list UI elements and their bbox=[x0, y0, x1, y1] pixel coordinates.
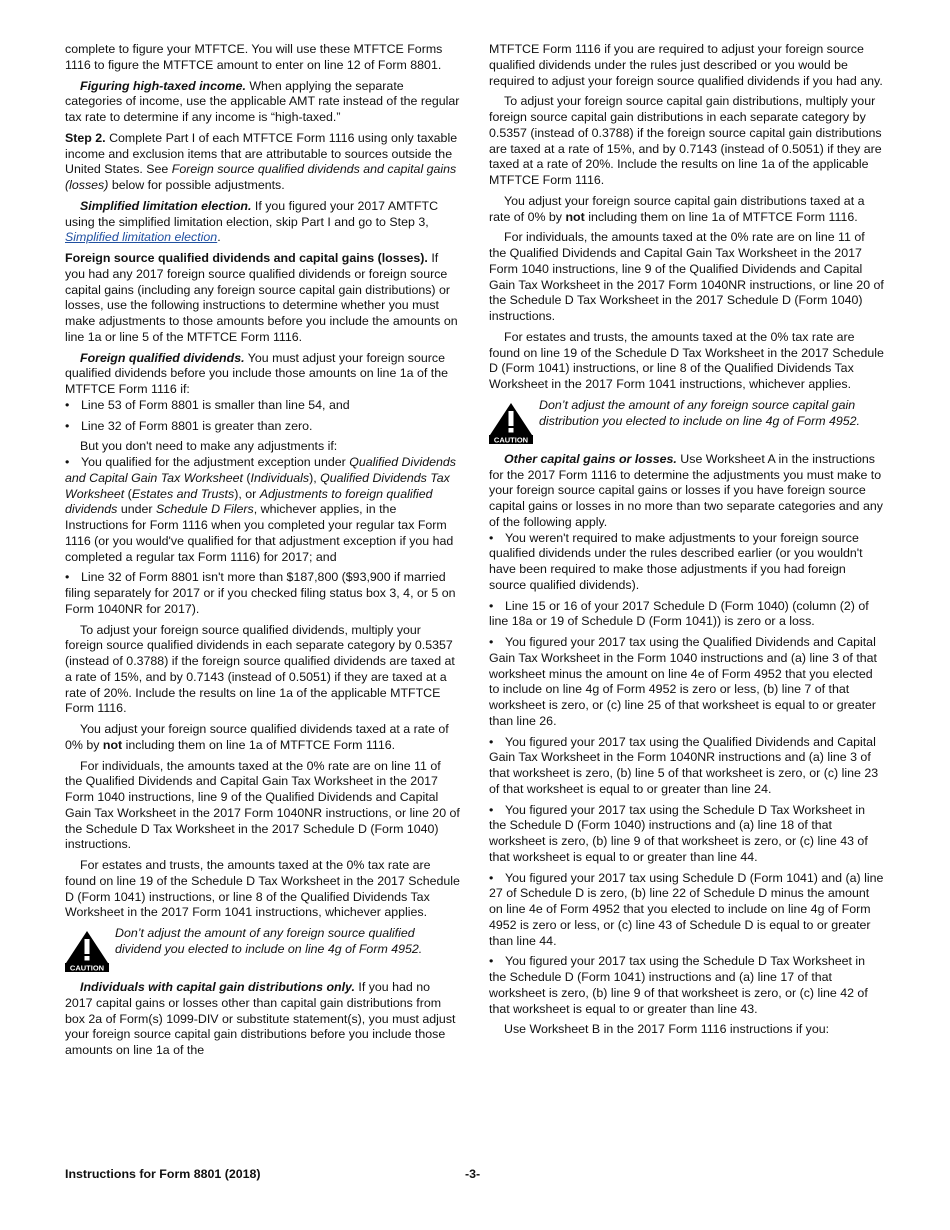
caution-icon bbox=[65, 930, 109, 972]
caution-icon bbox=[489, 402, 533, 444]
run-in-heading: Simplified limitation election. bbox=[80, 198, 252, 213]
section-heading: Foreign source qualified dividends and capital gains (losses). bbox=[65, 251, 428, 265]
caution-note bbox=[489, 398, 885, 444]
page-footer bbox=[65, 1167, 885, 1181]
svg-text:CAUTION: CAUTION bbox=[69, 963, 105, 972]
run-in-heading: Individuals with capital gain distributions only. bbox=[80, 980, 355, 994]
paragraph: Individuals with capital gain distributions only. If you had no 2017 capital gains or losses other than capital gain distributions from box 2a of Form(s) 1099-DIV or substitute statement(s), you must adjust your foreign source capital gain distributions before you include those amounts on line 1a of the bbox=[65, 980, 456, 1057]
paragraph: To adjust your foreign source qualified dividends, multiply your foreign source qualified dividends in each separate category by 0.5357 (instead of 0.3788) if the foreign source qualified dividends are taxed at a rate of 15%, and by 0.7143 (instead of 0.5051) if they are taxed at a rate of 20%. Include the results on line 1a of the applicable MTFTCE Form 1116. bbox=[65, 622, 455, 716]
right-column bbox=[489, 42, 885, 1043]
bullet-item: • Line 15 or 16 of your 2017 Schedule D (Form 1040) (column (2) of line 18a or 19 of Schedule D (Form 1041)) is zero or a loss. bbox=[489, 599, 885, 631]
paragraph: You adjust your foreign source qualified dividends taxed at a rate of 0% by not including them on line 1a of MTFTCE Form 1116. bbox=[65, 722, 449, 752]
paragraph: MTFTCE Form 1116 if you are required to adjust your foreign source qualified dividends under the rules just described or you would be required to adjust your foreign source qualified dividends if you had any. bbox=[489, 42, 883, 88]
caution-text: Don’t adjust the amount of any foreign source capital gain distribution you elected to include on line 4g of Form 4952. bbox=[539, 397, 860, 428]
paragraph: For estates and trusts, the amounts taxed at the 0% tax rate are found on line 19 of the Schedule D Tax Worksheet in the 2017 Schedule D (Form 1041) instructions, or line 8 of the Qualified Dividends Tax Worksheet in the 2017 Form 1041 instructions, whichever applies. bbox=[65, 858, 460, 920]
bullet-item: • Line 32 of Form 8801 is greater than zero. bbox=[65, 419, 461, 435]
paragraph: Foreign qualified dividends. You must adjust your foreign source qualified dividends before you include those amounts on line 1a of the MTFTCE Form 1116 if: bbox=[65, 350, 448, 396]
paragraph: Step 2. Complete Part I of each MTFTCE Form 1116 using only taxable income and exclusion items that are attributable to sources outside the United States. See Foreign source qualified dividends and capital gains (losses) below for possible adjustments. bbox=[65, 130, 458, 192]
bullet-item: • You figured your 2017 tax using the Schedule D Tax Worksheet in the Schedule D (Form 1041) instructions and (a) line 17 of that worksheet is zero, (b) line 9 of that worksheet is zero, or (c) line 42 of that worksheet is equal to or greater than line 43. bbox=[489, 954, 885, 1017]
paragraph: Use Worksheet B in the 2017 Form 1116 instructions if you: bbox=[504, 1022, 830, 1037]
caution-note bbox=[65, 926, 461, 972]
bullet-item: • You figured your 2017 tax using the Schedule D Tax Worksheet in the Schedule D (Form 1040) instructions and (a) line 18 of that worksheet is zero, (b) line 9 of that worksheet is zero, or (c) line 43 of that worksheet is equal to or greater than line 44. bbox=[489, 803, 885, 866]
paragraph: For estates and trusts, the amounts taxed at the 0% tax rate are found on line 19 of the Schedule D Tax Worksheet in the 2017 Schedule D (Form 1041) instructions, or line 8 of the Qualified Dividends Tax Worksheet in the 2017 Form 1041 instructions, whichever applies. bbox=[489, 329, 884, 391]
svg-text:CAUTION: CAUTION bbox=[493, 435, 529, 444]
paragraph: For individuals, the amounts taxed at the 0% rate are on line 11 of the Qualified Dividends and Capital Gain Tax Worksheet in the 2017 Form 1040 instructions, line 9 of the Qualified Dividends and Capital Gain Tax Worksheet in the 2017 Form 1040NR instructions, or line 20 of the Schedule D Tax Worksheet in the 2017 Schedule D (Form 1040) instructions. bbox=[65, 758, 460, 852]
paragraph: But you don't need to make any adjustments if: bbox=[80, 439, 338, 454]
paragraph: complete to figure your MTFTCE. You will use these MTFTCE Forms 1116 to figure the MTFTCE amount to enter on line 12 of Form 8801. bbox=[65, 42, 443, 72]
paragraph: Figuring high-taxed income. When applying the separate categories of income, use the applicable AMT rate instead of the regular tax rate to determine if any income is “high-taxed.” bbox=[65, 78, 460, 124]
bullet-item: • You weren't required to make adjustments to your foreign source qualified dividends under the rules described earlier (or you wouldn't have been required to make those adjustments if you had foreign source qualified dividends). bbox=[489, 531, 885, 594]
run-in-heading: Foreign qualified dividends. bbox=[80, 350, 245, 365]
footer-title: Instructions for Form 8801 (2018) bbox=[65, 1167, 261, 1181]
run-in-heading: Other capital gains or losses. bbox=[504, 451, 677, 466]
bullet-item: • Line 53 of Form 8801 is smaller than line 54, and bbox=[65, 398, 461, 414]
run-in-heading: Figuring high-taxed income. bbox=[80, 78, 246, 93]
bullet-item: • You figured your 2017 tax using the Qualified Dividends and Capital Gain Tax Worksheet in the Form 1040NR instructions and (a) line 3 of that worksheet is zero, (b) line 5 of that worksheet is zero, or (c) line 23 of that worksheet is equal to or greater than line 24. bbox=[489, 735, 885, 798]
paragraph: Foreign source qualified dividends and capital gains (losses). If you had any 2017 foreign source qualified dividends or foreign source capital gains (including any foreign source capital gain distributions) or losses, use the following instructions to determine whether you must make adjustments to those amounts before you include the amounts on line 1a or line 5 of the MTFTCE Form 1116. bbox=[65, 251, 458, 344]
simplified-limitation-link[interactable]: Simplified limitation election bbox=[65, 230, 218, 245]
paragraph: For individuals, the amounts taxed at the 0% rate are on line 11 of the Qualified Dividends and Capital Gain Tax Worksheet in the 2017 Form 1040 instructions, line 9 of the Qualified Dividends and Capital Gain Tax Worksheet in the 2017 Form 1040NR instructions, or line 20 of the Schedule D Tax Worksheet in the 2017 Schedule D (Form 1040) instructions. bbox=[489, 230, 884, 323]
paragraph: You adjust your foreign source capital gain distributions taxed at a rate of 0% by not including them on line 1a of MTFTCE Form 1116. bbox=[489, 193, 865, 224]
page-number: -3- bbox=[465, 1167, 481, 1181]
paragraph: Other capital gains or losses. Use Worksheet A in the instructions for the 2017 Form 1116 to determine the adjustments you must make to your foreign source capital gains or losses if you have foreign source capital gains or losses in no more than two separate categories and any of the following apply. bbox=[489, 451, 883, 529]
bullet-item: • You figured your 2017 tax using the Qualified Dividends and Capital Gain Tax Worksheet in the Form 1040 instructions and (a) line 3 of that worksheet minus the amount on line 4e of Form 4952 that you elected to include on line 4g of Form 4952 is zero or less, (b) line 7 of that worksheet is zero, or (c) line 25 of that worksheet is equal to or greater than line 26. bbox=[489, 635, 885, 730]
step-heading: Step 2. bbox=[65, 130, 106, 145]
bullet-item: • You figured your 2017 tax using Schedule D (Form 1041) and (a) line 27 of Schedule D is zero, (b) line 22 of Schedule D minus the amount on line 4e of Form 4952 that you elected to include on line 4g of Form 4952 is zero or less, or (c) line 43 of Schedule D is equal to or greater than line 44. bbox=[489, 871, 885, 950]
caution-text: Don’t adjust the amount of any foreign source qualified dividend you elected to include on line 4g of Form 4952. bbox=[115, 926, 423, 956]
bullet-item: • Line 32 of Form 8801 isn't more than $187,800 ($93,900 if married filing separately for 2017 or if you checked filing status box 3, 4, or 5 on Form 1040NR for 2017). bbox=[65, 570, 461, 617]
paragraph: Simplified limitation election. If you figured your 2017 AMTFTC using the simplified limitation election, skip Part I and go to Step 3, Simplified limitation election. bbox=[65, 198, 439, 245]
bullet-item: • You qualified for the adjustment exception under Qualified Dividends and Capital Gain Tax Worksheet (Individuals), Qualified Dividends Tax Worksheet (Estates and Trusts), or Adjustments to foreign qualified dividends under Schedule D Filers, whichever applies, in the Instructions for Form 1116 when you completed your regular tax Form 1116 (or you would've qualified for that adjustment exception if you had completed a regular tax Form 1116) for 2017; and bbox=[65, 455, 461, 565]
left-column bbox=[65, 42, 461, 1064]
paragraph: To adjust your foreign source capital gain distributions, multiply your foreign source capital gain distributions in each separate category by 0.5357 (instead of 0.3788) if the foreign source capital gain distributions are taxed at a rate of 15%, and by 0.7143 (instead of 0.5051) if they are taxed at a rate of 20%. Include the results on line 1a of the applicable MTFTCE Form 1116. bbox=[489, 94, 882, 187]
